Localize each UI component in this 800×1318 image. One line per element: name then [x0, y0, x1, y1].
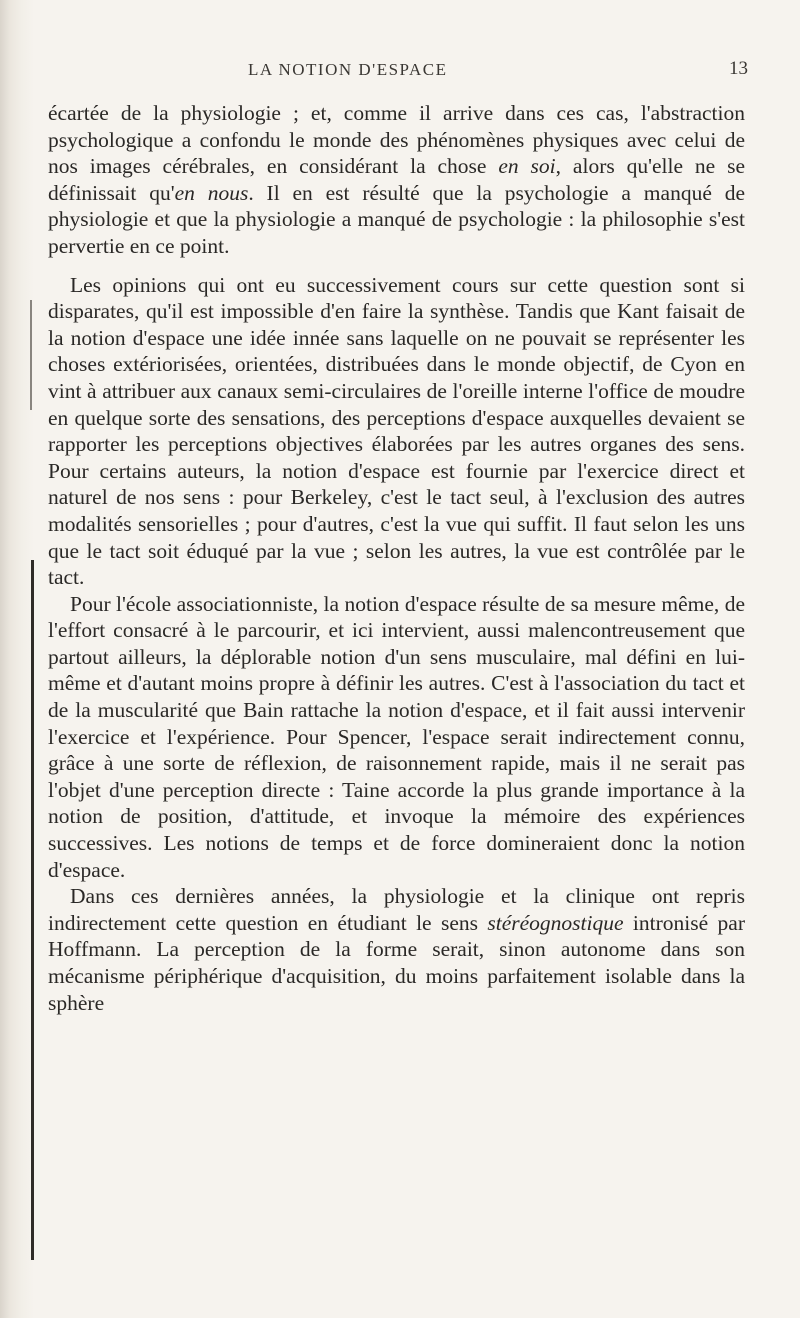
gutter-shadow-line — [30, 300, 32, 410]
paragraph: Pour l'école associationniste, la notion d'espace résulte de sa mesure même, de l'effort consacré à le parcourir, et ici intervient, aussi malencontreusement que partout ailleurs, la déplorable notion d'un sens musculaire, mal défini en lui-même et d'autant moins propre à définir les autres. C'est à l'association du tact et de la muscularité que Bain rattache la notion d'espace, et il fait aussi intervenir l'exercice et l'expérience. Pour Spencer, l'espace serait indirectement connu, grâce à une sorte de réflexion, de raisonnement rapide, mais il ne serait pas l'objet d'une perception directe : Taine accorde la plus grande importance à la notion de position, d'attitude, et invoque la mémoire des expériences successives. Les notions de temps et de force domineraient donc la notion d'espace. — [48, 591, 745, 882]
italic-term: en nous — [174, 180, 249, 205]
text-run: intronisé par Hoffmann. La perception de la forme serait, sinon autonome dans son mécanisme périphérique d'acquisition, du moins parfaitement isolable dans la sphère — [48, 910, 745, 1015]
gutter-shadow-line — [31, 560, 34, 1260]
body-text — [48, 100, 745, 1016]
italic-term: stéréognostique — [487, 910, 624, 935]
running-head: LA NOTION D'ESPACE — [248, 60, 448, 79]
text-run: . Il en est résulté que la psychologie a manqué de physiologie et que la physiologie a manqué de psychologie : la philosophie s'est pervertie en ce point. — [48, 180, 745, 258]
text-run: écartée de la physiologie ; et, comme il arrive dans ces cas, l'abstraction psychologique a confondu le monde des phénomènes physiques avec celui de nos images cérébrales, en considérant la chose — [48, 101, 745, 179]
binding-gutter — [0, 0, 34, 1318]
paragraph: Les opinions qui ont eu successivement cours sur cette question sont si disparates, qu'il est impossible d'en faire la synthèse. Tandis que Kant faisait de la notion d'espace une idée innée sans laquelle on ne pouvait se représenter les choses extériorisées, orientées, distribuées dans le monde objectif, de Cyon en vint à attribuer aux canaux semi-circulaires de l'oreille interne l'office de moudre en quelque sorte des sensations, des perceptions d'espace auxquelles devaient se rapporter les perceptions objectives élaborées par les autres organes des sens. Pour certains auteurs, la notion d'espace est fournie par l'exercice direct et naturel de nos sens : pour Berkeley, c'est le tact seul, à l'exclusion des autres modalités sensorielles ; pour d'autres, c'est la vue qui suffit. Il faut selon les uns que le tact soit éduqué par la vue ; selon les autres, la vue est contrôlée par le tact. — [48, 272, 745, 590]
paragraph — [48, 100, 745, 260]
text-run: , alors qu'elle ne se définissait qu' — [48, 154, 745, 205]
italic-term: en soi — [498, 154, 556, 179]
paragraph — [48, 883, 745, 1016]
page-header — [248, 60, 748, 88]
page-number: 13 — [729, 58, 748, 79]
text-run: Dans ces dernières années, la physiologie et la clinique ont repris indirectement cette question en étudiant le sens — [48, 884, 745, 935]
